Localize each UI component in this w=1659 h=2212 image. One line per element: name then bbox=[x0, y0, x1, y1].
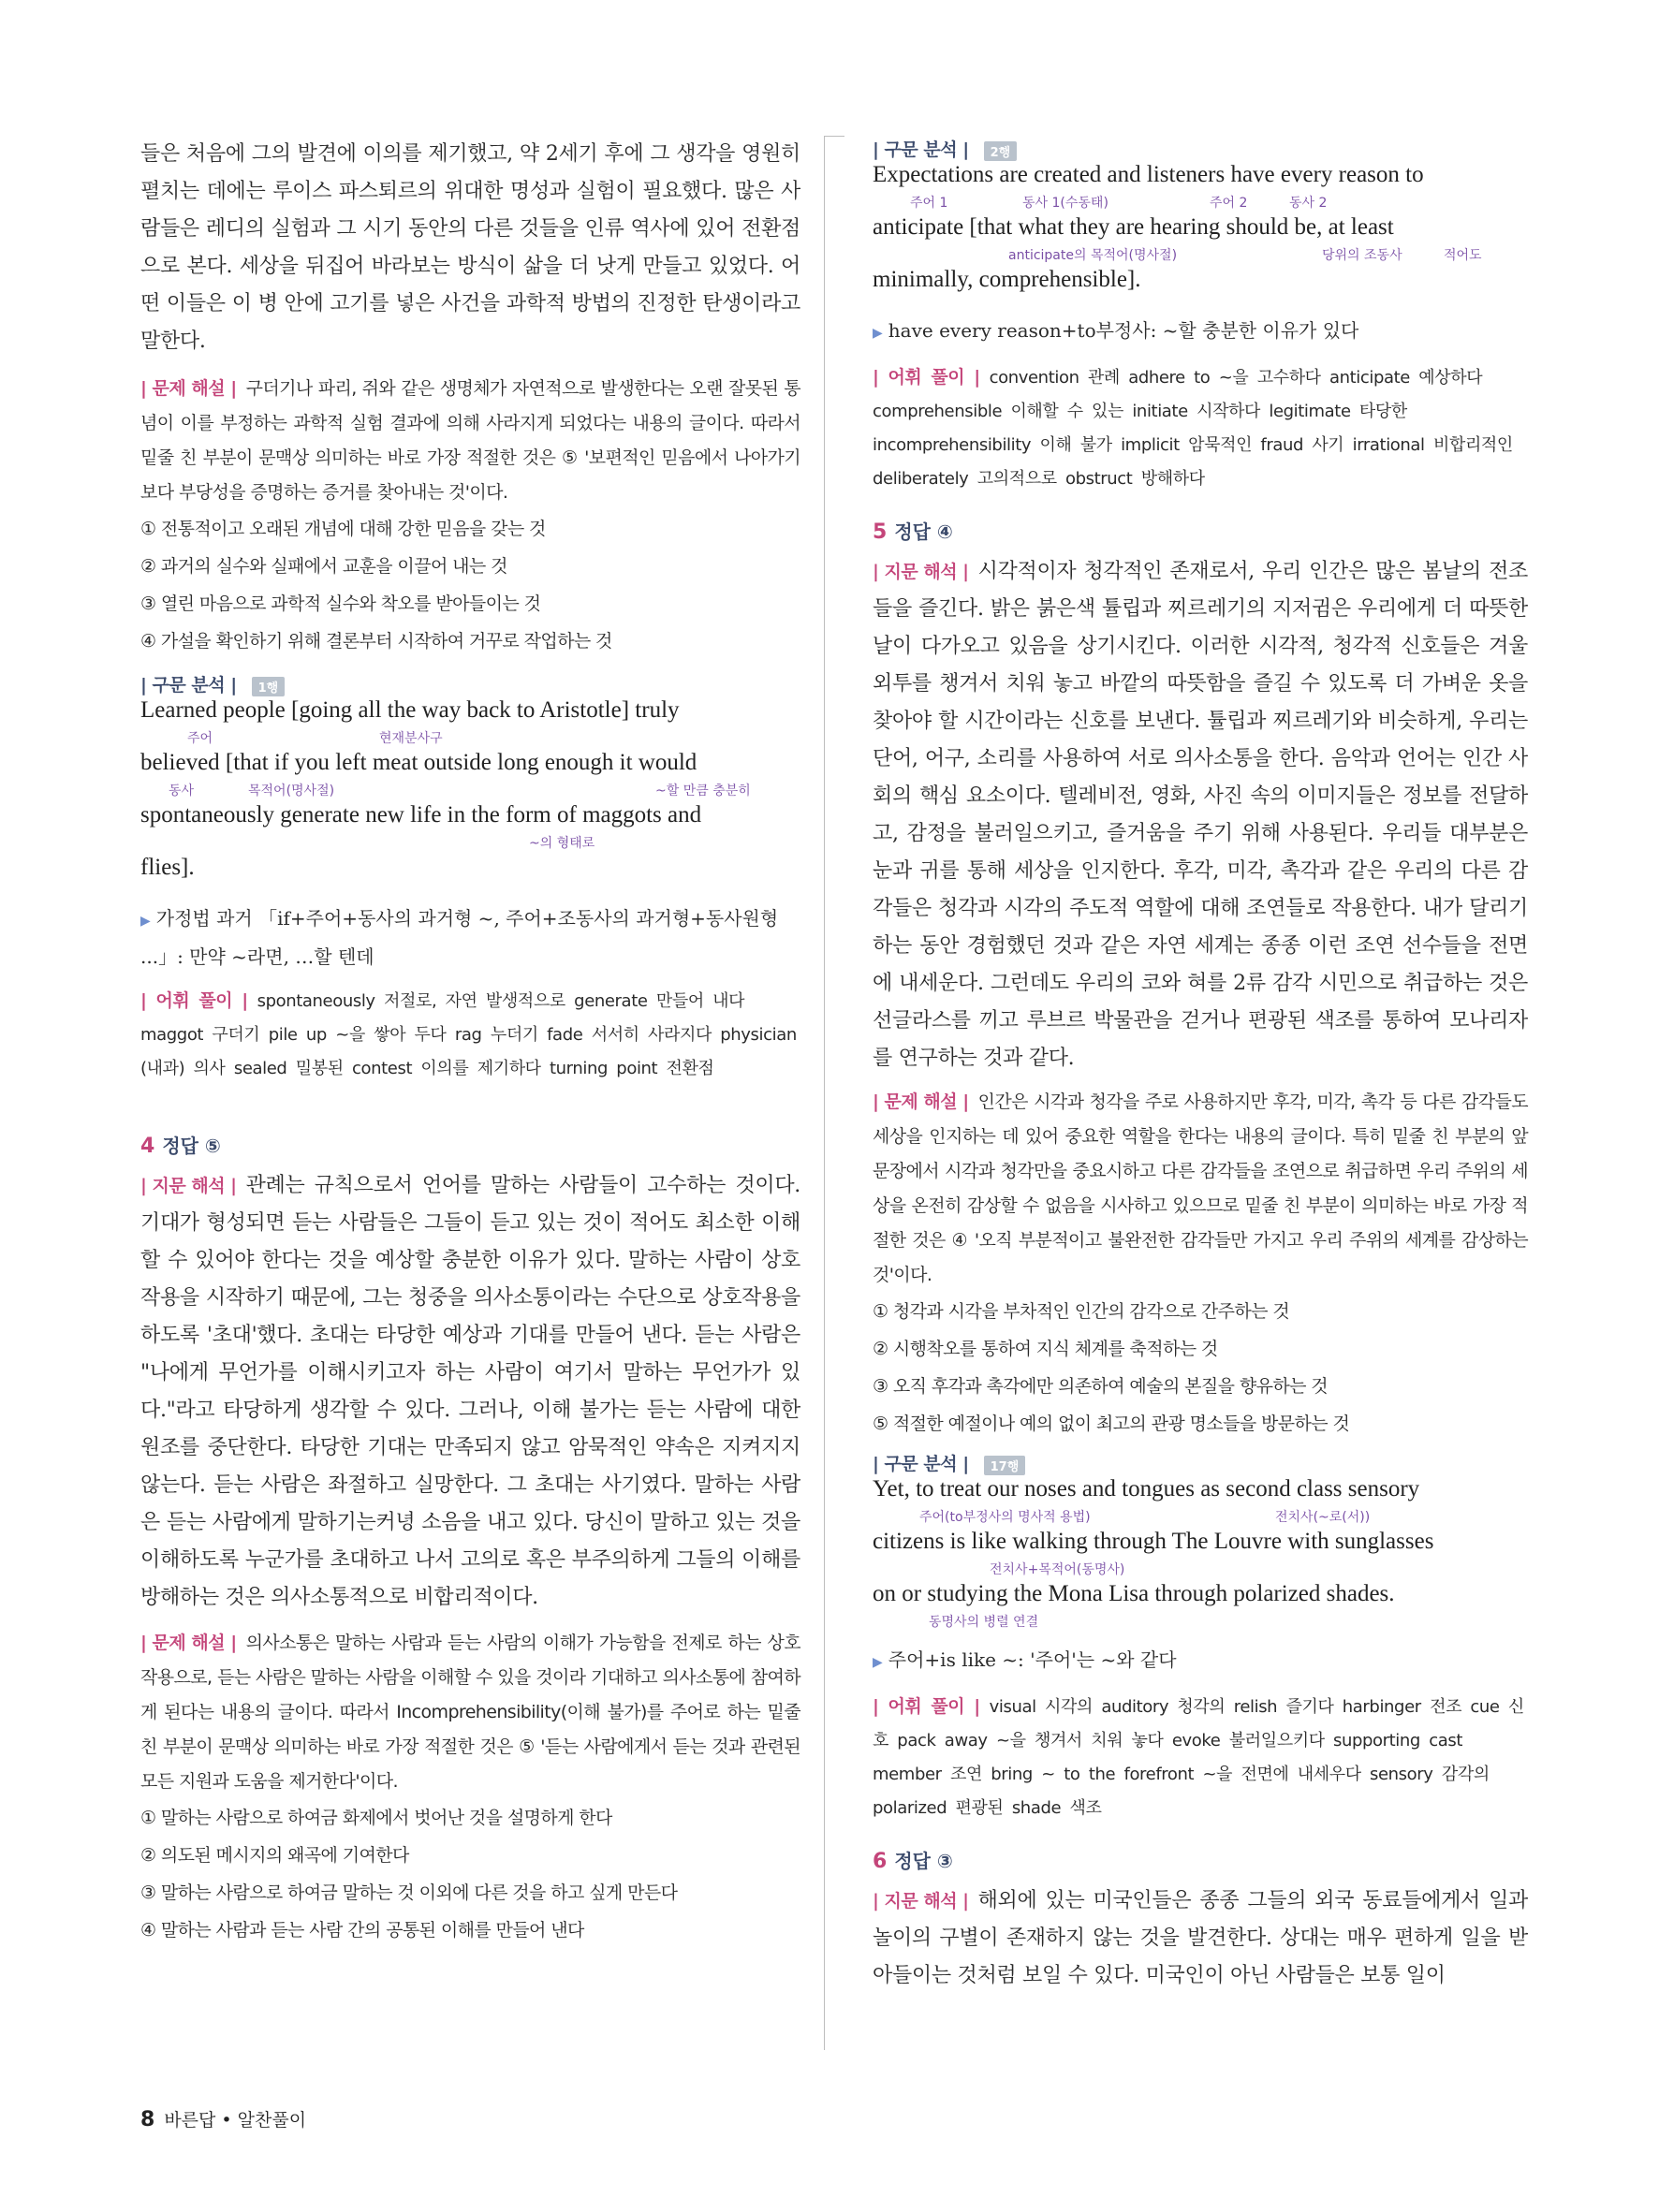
english-text: minimally, comprehensible]. bbox=[873, 267, 1141, 292]
q3-solution bbox=[140, 372, 800, 510]
page-footer bbox=[140, 2106, 306, 2131]
q4-translation: | 지문 해석 | 관례는 규칙으로서 언어를 말하는 사람들이 고수하는 것이다. 기대가 형성되면 듣는 사람들은 그들이 듣고 있는 것이 적어도 최소한 이해할 수 있어야 한다는 것을 예상할 충분한 이유가 있다. 말하는 사람이 상호작용을 시작하기 때문에, 그는 청중을 의사소통이라는 수단으로 상호작용을 하도록 '초대'했다. 초대는 타당한 예상과 기대를 만들어 낸다. 듣는 사람은 "나에게 무언가를 이해시키고자 하는 사람이 여기서 말하는 무언가가 있다."라고 타당하게 생각할 수 있다. 그러나, 이해 불가는 듣는 사람에 대한 원조를 중단한다. 타당한 기대는 만족되지 않고 암묵적인 약속은 지켜지지 않는다. 듣는 사람은 좌절하고 실망한다. 그 초대는 사기였다. 말하는 사람은 듣는 사람에게 말하기는커녕 소음을 내고 있다. 당신이 말하고 있는 것을 이해하도록 누군가를 초대하고 나서 고의로 혹은 부주의하게 그들의 이해를 방해하는 것은 의사소통적으로 비합리적이다. bbox=[140, 1167, 800, 1617]
option: ① 전통적이고 오래된 개념에 대해 강한 믿음을 갖는 것 bbox=[140, 519, 546, 539]
gloss: 전치사(~로(서)) bbox=[1275, 1510, 1371, 1525]
answer-text: 정답 ③ bbox=[894, 1850, 953, 1872]
english-text: Yet, to treat our noses and tongues as second class sensory bbox=[873, 1476, 1420, 1502]
gloss: ~할 만큼 충분히 bbox=[655, 784, 751, 798]
gloss: ~의 형태로 bbox=[529, 836, 595, 851]
q5-translation: | 지문 해석 | 시각적이자 청각적인 존재로서, 우리 인간은 많은 봄날의 전조들을 즐긴다. 밝은 붉은색 튤립과 찌르레기의 지저귐은 우리에게 더 따뜻한 날이 다가오고 있음을 상기시킨다. 이러한 시각적, 청각적 신호들은 겨울 외투를 챙겨서 치워 놓고 바깥의 따뜻함을 즐길 수 있도록 더 가벼운 옷을 찾아야 할 시간이라는 신호를 보낸다. 튤립과 찌르레기와 비슷하게, 우리는 단어, 어구, 소리를 사용하여 서로 의사소통을 한다. 음악과 언어는 인간 사회의 핵심 요소이다. 텔레비전, 영화, 사진 속의 이미지들은 정보를 전달하고, 감정을 불러일으키고, 즐거움을 주기 위해 사용된다. 우리들 대부분은 눈과 귀를 통해 세상을 인지한다. 후각, 미각, 촉각과 같은 우리의 다른 감각들은 청각과 시각의 주도적 역할에 대해 조연들로 작용한다. 내가 달리기하는 동안 경험했던 것과 같은 자연 세계는 종종 이런 조연 선수들을 전면에 내세운다. 그런데도 우리의 코와 혀를 2류 감각 시민으로 취급하는 것은 선글라스를 끼고 루브르 박물관을 걷거나 편광된 색조를 통하여 모나리자를 연구하는 것과 같다. bbox=[873, 553, 1528, 1077]
vocabulary-section: | 어휘 풀이 | visual 시각의 auditory 청각의 relish 즐기다 harbinger 전조 cue 신호 pack away ~을 챙겨서 치워 놓다 evoke 불러일으키다 supporting cast member 조연 bring ~ to the forefront ~을 전면에 내세우다 sensory 감각의 polarized 편광된 shade 색조 bbox=[873, 1690, 1528, 1825]
english-text: anticipate [that what they are hearing should be, at least bbox=[873, 214, 1394, 240]
vocab-label: | 어휘 풀이 | bbox=[873, 1696, 980, 1717]
gloss: 동명사의 병렬 연결 bbox=[929, 1615, 1039, 1630]
triangle-bullet-icon: ▶ bbox=[873, 1655, 883, 1670]
english-line bbox=[140, 854, 800, 891]
vocabulary-section: | 어휘 풀이 | convention 관례 adhere to ~을 고수하다 anticipate 예상하다 comprehensible 이해할 수 있는 initiate 시작하다 legitimate 타당한 incomprehensibility 이해 불가 implicit 암묵적인 fraud 사기 irrational 비합리적인 deliberately 고의적으로 obstruct 방해하다 bbox=[873, 360, 1528, 496]
english-line bbox=[873, 1475, 1528, 1528]
column-divider-top bbox=[824, 136, 844, 137]
syntax-label: | 구문 분석 | bbox=[873, 139, 969, 160]
gloss: 주어 1 bbox=[910, 196, 948, 211]
option: ④ 가설을 확인하기 위해 결론부터 시작하여 거꾸로 작업하는 것 bbox=[140, 631, 612, 652]
option: ③ 열린 마음으로 과학적 실수와 착오를 받아들이는 것 bbox=[140, 593, 541, 614]
answer-text: 정답 ⑤ bbox=[162, 1135, 221, 1157]
option: ② 과거의 실수와 실패에서 교훈을 이끌어 내는 것 bbox=[140, 556, 507, 577]
english-line bbox=[873, 1528, 1528, 1580]
translation-continued: 들은 처음에 그의 발견에 이의를 제기했고, 약 2세기 후에 그 생각을 영원히 펼치는 데에는 루이스 파스퇴르의 위대한 명성과 실험이 필요했다. 많은 사람들은 레디의 실험과 그 시기 동안의 다른 것들을 인류 역사에 있어 전환점으로 본다. 세상을 뒤집어 바라보는 방식이 삶을 더 낫게 만들고 있었다. 어떤 이들은 이 병 안에 고기를 넣은 사건을 과학적 방법의 진정한 탄생이라고 말한다. bbox=[140, 142, 800, 353]
q4-options bbox=[140, 1799, 800, 1949]
question-number: 5 bbox=[873, 520, 888, 544]
english-text: on or studying the Mona Lisa through polarized shades. bbox=[873, 1581, 1395, 1606]
q4-solution: | 문제 해설 | 의사소통은 말하는 사람과 듣는 사람의 이해가 가능함을 전제로 하는 상호작용으로, 듣는 사람은 말하는 사람을 이해할 수 있을 것이라 기대하고 의사소통에 참여하게 된다는 내용의 글이다. 따라서 Incomprehensibility(이해 불가)를 주어로 하는 밑줄 친 부분이 문맥상 의미하는 바로 가장 적절한 것은 ⑤ '듣는 사람에게서 듣는 것과 관련된 모든 지원과 도움을 제거한다'이다. bbox=[140, 1626, 800, 1799]
vocab-label: | 어휘 풀이 | bbox=[140, 990, 248, 1011]
q6-translation: | 지문 해석 | 해외에 있는 미국인들은 종종 그들의 외국 동료들에게서 일과 놀이의 구별이 존재하지 않는 것을 발견한다. 상대는 매우 편하게 일을 받아들이는 것처럼 보일 수 있다. 미국인이 아닌 사람들은 보통 일이 bbox=[873, 1882, 1528, 1995]
english-line bbox=[873, 213, 1528, 266]
gloss: 당위의 조동사 bbox=[1322, 248, 1402, 263]
right-column bbox=[873, 136, 1528, 1995]
translation-label: | 지문 해석 | bbox=[873, 562, 969, 582]
gloss: 현재분사구 bbox=[379, 731, 443, 746]
triangle-bullet-icon: ▶ bbox=[873, 326, 883, 341]
syntax-label: | 구문 분석 | bbox=[873, 1454, 969, 1474]
option: ④ 말하는 사람과 듣는 사람 간의 공통된 이해를 만들어 낸다 bbox=[140, 1920, 584, 1941]
syntax-label: | 구문 분석 | bbox=[140, 675, 237, 696]
english-text: Expectations are created and listeners have every reason to bbox=[873, 162, 1424, 187]
solution-label: | 문제 해설 | bbox=[140, 1633, 237, 1653]
solution-label: | 문제 해설 | bbox=[140, 378, 237, 399]
english-line bbox=[140, 696, 800, 749]
gloss: 동사 bbox=[169, 784, 195, 798]
gloss: 주어 bbox=[187, 731, 213, 746]
grammar-note: ▶ have every reason+to부정사: ~할 충분한 이유가 있다 bbox=[873, 319, 1359, 342]
line-ref-badge: 2행 bbox=[984, 141, 1018, 161]
answer-header bbox=[140, 1131, 800, 1158]
english-text: believed [that if you left meat outside long enough it would bbox=[140, 750, 697, 775]
option: ① 말하는 사람으로 하여금 화제에서 벗어난 것을 설명하게 한다 bbox=[140, 1808, 612, 1828]
line-ref-badge: 17행 bbox=[984, 1456, 1026, 1475]
question-number: 6 bbox=[873, 1850, 888, 1873]
gloss: 동사 1(수동태) bbox=[1022, 196, 1108, 211]
english-text: flies]. bbox=[140, 855, 195, 880]
translation-label: | 지문 해석 | bbox=[140, 1176, 237, 1196]
translation-label: | 지문 해석 | bbox=[873, 1891, 969, 1912]
syntax-analysis-header bbox=[873, 136, 1528, 161]
gloss: anticipate의 목적어(명사절) bbox=[1008, 248, 1178, 263]
gloss: 목적어(명사절) bbox=[248, 784, 335, 798]
gloss: 전치사+목적어(동명사) bbox=[990, 1562, 1125, 1577]
gloss: 적어도 bbox=[1444, 248, 1482, 263]
column-divider bbox=[824, 136, 825, 2050]
option: ③ 말하는 사람으로 하여금 말하는 것 이외에 다른 것을 하고 싶게 만든다 bbox=[140, 1882, 678, 1903]
grammar-note: ▶ 가정법 과거 「if+주어+동사의 과거형 ~, 주어+조동사의 과거형+동사원형 ...」: 만약 ~라면, …할 텐데 bbox=[140, 907, 779, 968]
english-line bbox=[873, 266, 1528, 303]
vocab-label: | 어휘 풀이 | bbox=[873, 367, 980, 388]
option: ② 의도된 메시지의 왜곡에 기여한다 bbox=[140, 1845, 409, 1866]
vocabulary-section bbox=[140, 984, 800, 1086]
gloss: 주어 2 bbox=[1210, 196, 1248, 211]
english-text: Learned people [going all the way back to Aristotle] truly bbox=[140, 697, 680, 723]
english-line bbox=[873, 1580, 1528, 1633]
option: ② 시행착오를 통하여 지식 체계를 축적하는 것 bbox=[873, 1339, 1218, 1359]
answer-header bbox=[873, 1846, 1528, 1873]
option: ① 청각과 시각을 부차적인 인간의 감각으로 간주하는 것 bbox=[873, 1301, 1290, 1322]
question-number: 4 bbox=[140, 1135, 155, 1158]
syntax-analysis-header bbox=[873, 1450, 1528, 1475]
english-text: spontaneously generate new life in the form of maggots and bbox=[140, 802, 702, 828]
vocab-text: spontaneously 저절로, 자연 발생적으로 generate 만들어 내다 maggot 구더기 pile up ~을 쌓아 두다 rag 누더기 fade 서서히 사라지다 physician (내과) 의사 sealed 밀봉된 contest 이의를 제기하다 turning point 전환점 bbox=[140, 991, 797, 1078]
gloss: 동사 2 bbox=[1289, 196, 1328, 211]
q3-options bbox=[140, 510, 800, 660]
english-line bbox=[873, 161, 1528, 213]
q3-solution-text: 구더기나 파리, 쥐와 같은 생명체가 자연적으로 발생한다는 오랜 잘못된 통념이 이를 부정하는 과학적 실험 결과에 의해 사라지게 되었다는 내용의 글이다. 따라서 밑줄 친 부분이 문맥상 의미하는 바로 가장 적절한 것은 ⑤ '보편적인 믿음에서 나아가기보다 부당성을 증명하는 증거를 찾아내는 것'이다. bbox=[140, 378, 800, 503]
answer-header bbox=[873, 517, 1528, 544]
solution-label: | 문제 해설 | bbox=[873, 1091, 969, 1112]
gloss: 주어(to부정사의 명사적 용법) bbox=[919, 1510, 1091, 1525]
english-line bbox=[140, 801, 800, 854]
english-line bbox=[140, 749, 800, 801]
option: ⑤ 적절한 예절이나 예의 없이 최고의 관광 명소들을 방문하는 것 bbox=[873, 1414, 1350, 1434]
answer-text: 정답 ④ bbox=[894, 520, 953, 543]
book-title: 바른답 • 알찬풀이 bbox=[164, 2110, 307, 2131]
triangle-bullet-icon: ▶ bbox=[140, 914, 151, 929]
q5-options bbox=[873, 1293, 1528, 1443]
left-column bbox=[140, 136, 800, 1949]
option: ③ 오직 후각과 촉각에만 의존하여 예술의 본질을 향유하는 것 bbox=[873, 1376, 1329, 1397]
syntax-analysis-header bbox=[140, 671, 800, 696]
page-number: 8 bbox=[140, 2108, 155, 2131]
q5-solution: | 문제 해설 | 인간은 시각과 청각을 주로 사용하지만 후각, 미각, 촉각 등 다른 감각들도 세상을 인지하는 데 있어 중요한 역할을 한다는 내용의 글이다. 특히 밑줄 친 부분의 앞 문장에서 시각과 청각만을 중요시하고 다른 감각들을 조연으로 취급하면 우리 주위의 세상을 온전히 감상할 수 없음을 시사하고 있으므로 밑줄 친 부분이 의미하는 바로 가장 적절한 것은 ④ '오직 부분적이고 불완전한 감각들만 가지고 우리 주위의 세계를 감상하는 것'이다. bbox=[873, 1085, 1528, 1293]
english-text: citizens is like walking through The Louvre with sunglasses bbox=[873, 1529, 1434, 1554]
grammar-note: ▶ 주어+is like ~: '주어'는 ~와 같다 bbox=[873, 1648, 1177, 1671]
line-ref-badge: 1행 bbox=[252, 677, 286, 696]
